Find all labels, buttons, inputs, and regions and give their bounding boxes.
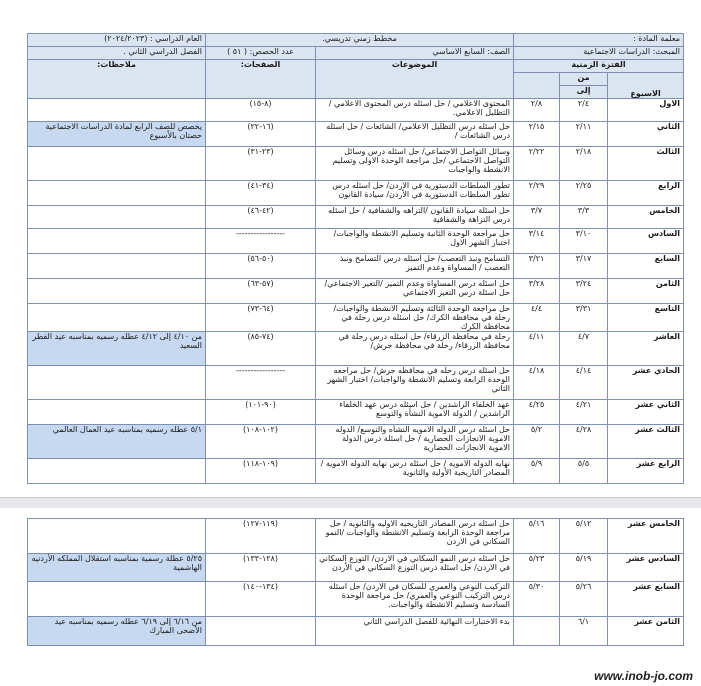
topic-cell: التسامح ونبذ التعصب/ حل اسئله درس التسامح ونبذ التعصب / المساواة وعدم التميز: [316, 254, 514, 279]
pages-cell: [206, 617, 316, 646]
pages-cell: (٥٧-٦٣): [206, 279, 316, 304]
table-row: [28, 122, 684, 147]
notes-header: ملاحظات:: [28, 60, 206, 99]
note-cell: [28, 279, 206, 304]
to-date-cell: ٢/١٥: [514, 122, 560, 147]
to-date-cell: ٤/٤: [514, 304, 560, 332]
topic-cell: بدء الاختبارات النهائية للفصل الدراسي الثاني: [316, 617, 514, 646]
grade-label: الصف: السابع الاساسي: [316, 47, 514, 60]
week-cell: الثاني عشر: [608, 400, 684, 425]
to-date-cell: ٣/٢٨: [514, 279, 560, 304]
plan-table-page-2: [27, 518, 684, 646]
week-cell: السابع عشر: [608, 582, 684, 617]
week-cell: الرابع عشر: [608, 459, 684, 484]
topic-cell: حل مراجعة الوحدة الثانية وتسليم الانشطة والواجبات/ اختبار الشهر الاول: [316, 229, 514, 254]
table-row: [28, 229, 684, 254]
topic-cell: حل اسئله درس المساواة وعدم التميز /التغير الاجتماعي/ حل اسئلة درس التغير الاجتماعي: [316, 279, 514, 304]
to-date-cell: ٤/١٨: [514, 366, 560, 400]
to-date-cell: [514, 617, 560, 646]
from-date-cell: ٢/١٨: [560, 147, 608, 181]
week-cell: العاشر: [608, 332, 684, 366]
topic-cell: حل اسئله درس رحله في محافظه جرش/ حل مراجعه الوحدة الرابعة وتسليم الانشطة والواجبات/ اختبار الشهر الثاني: [316, 366, 514, 400]
to-date-cell: ٥/٢: [514, 425, 560, 459]
plan-title: مخطط زمني تدريسي.: [206, 34, 514, 47]
note-cell: [28, 582, 206, 617]
week-cell: الثامن عشر: [608, 617, 684, 646]
note-cell: [28, 147, 206, 181]
pages-cell: (١٠٩-١١٨): [206, 459, 316, 484]
table-row: [28, 279, 684, 304]
subject-label: المبحث: الدراسات الاجتماعية: [514, 47, 684, 60]
topics-header: الموضوعات: [316, 60, 514, 99]
topic-cell: نهايه الدوله الامويه / حل اسئله درس نهايه الدوله الامويه / المصادر التاريخية الأولية والثانوية: [316, 459, 514, 484]
note-cell: من ٦/١٦ إلى ٦/١٩ عطله رسميه بمناسبه عيد الأضحى المبارك: [28, 617, 206, 646]
note-cell: ٥/١ عطله رسميه بمناسبه عيد العمال العالمي: [28, 425, 206, 459]
table-row: [28, 519, 684, 554]
pages-header: الصفحات:: [206, 60, 316, 99]
topic-cell: رحلة في محافظة الزرقاء/ حل اسئله درس رحلة في محافظة الزرقاء/ رحلة في محافظة جرش/: [316, 332, 514, 366]
from-header: من: [560, 73, 608, 86]
week-cell: السابع: [608, 254, 684, 279]
week-cell: الخامس عشر: [608, 519, 684, 554]
to-date-cell: ٢/٢٩: [514, 181, 560, 206]
to-date-cell: ٥/٩: [514, 459, 560, 484]
from-date-cell: ٤/١٤: [560, 366, 608, 400]
note-cell: [28, 181, 206, 206]
table-row: [28, 304, 684, 332]
table-row: [28, 332, 684, 366]
pages-cell: (٩٠-١٠١): [206, 400, 316, 425]
week-cell: الثاني: [608, 122, 684, 147]
table-row: [28, 582, 684, 617]
plan-rows-page-1: [28, 99, 684, 484]
sessions-count: [206, 47, 316, 60]
week-cell: الثالث: [608, 147, 684, 181]
from-date-cell: ٥/١٩: [560, 554, 608, 582]
sessions-value: ( ٥١ ): [227, 47, 248, 56]
from-date-cell: ٢/١١: [560, 122, 608, 147]
pages-cell: (٥٠-٥٦): [206, 254, 316, 279]
to-date-cell: ٥/١٦: [514, 519, 560, 554]
from-date-cell: ٣/١٧: [560, 254, 608, 279]
note-cell: يخصص للصف الرابع لمادة الدراسات الاجتماعية حصتان بالأسبوع: [28, 122, 206, 147]
week-cell: السادس عشر: [608, 554, 684, 582]
topic-cell: حل اسئله درس الدوله الامويه النشأه والتوسع/ الدوله الاموية الانجازات الحضارية / حل اسئلة درس الدولة الاموية الانجازات الحضارية: [316, 425, 514, 459]
plan-rows-page-2: [28, 519, 684, 646]
pages-cell: (٧٤-٨٥): [206, 332, 316, 366]
from-date-cell: ٣/٢٤: [560, 279, 608, 304]
note-cell: [28, 459, 206, 484]
table-row: [28, 617, 684, 646]
from-date-cell: ٣/١٠: [560, 229, 608, 254]
topic-cell: حل مراجعة الوحدة الثالثة وتسليم الانشطة والواجبات/ رحلة في محافظة الكرك/ حل اسئله درس رحلة في محافظة الكرك: [316, 304, 514, 332]
teacher-label: معلمة المادة :: [514, 34, 684, 47]
pages-cell: (٣٤-٤١): [206, 181, 316, 206]
pages-cell: (٦٤-٧٣): [206, 304, 316, 332]
table-row: [28, 459, 684, 484]
note-cell: [28, 254, 206, 279]
table-row: [28, 254, 684, 279]
from-date-cell: ٣/٣: [560, 206, 608, 229]
note-cell: [28, 229, 206, 254]
from-date-cell: ٦/١: [560, 617, 608, 646]
topic-cell: حل اسئله درس التظليل الاعلامي/ الشائعات / حل اسئله درس الشائعات /: [316, 122, 514, 147]
week-cell: الثالث عشر: [608, 425, 684, 459]
from-date-cell: ٢/٢٥: [560, 181, 608, 206]
note-cell: [28, 99, 206, 122]
table-row: [28, 400, 684, 425]
header-row-1: [28, 34, 684, 47]
table-row: [28, 99, 684, 122]
to-date-cell: ٢/٢٢: [514, 147, 560, 181]
week-cell: الحادي عشر: [608, 366, 684, 400]
period-header: الفترة الزمنية: [514, 60, 684, 73]
topic-cell: حل اسئله درس المصادر التاريخيه الاوليه والثانويه / حل مراجعة الوحدة الرابعة وتسليم الانشطة والواجبات /النمو السكاني في الاردن: [316, 519, 514, 554]
topic-cell: وسائل التواصل الاجتماعي/ حل اسئله درس وسائل التواصل الاجتماعي /حل مراجعة الوحدة الاولى وتسليم الانشطة والواجبات: [316, 147, 514, 181]
note-cell: [28, 519, 206, 554]
to-date-cell: ٥/٣٠: [514, 582, 560, 617]
week-header: الاسبوع: [608, 73, 684, 99]
pages-cell: (١٦-٢٢): [206, 122, 316, 147]
week-cell: الثامن: [608, 279, 684, 304]
from-date-cell: ٥/١٢: [560, 519, 608, 554]
topic-cell: عهد الخلفاء الراشدين / حل اسئله درس عهد الخلفاء الراشدين / الدولة الاموية النشأة والتوسع: [316, 400, 514, 425]
pages-cell: -----------------: [206, 366, 316, 400]
pages-cell: (٨-١٥): [206, 99, 316, 122]
from-date-cell: ٢/٤: [560, 99, 608, 122]
note-cell: [28, 400, 206, 425]
week-cell: التاسع: [608, 304, 684, 332]
topic-cell: حل اسئلة سيادة القانون /التزاهه والشفافية / حل اسئله درس التزاهة والشفافية: [316, 206, 514, 229]
note-cell: ٥/٢٥ عطلة رسمية بمناسبه استقلال المملكه الأردنيه الهاشمية: [28, 554, 206, 582]
to-date-cell: ٣/٢١: [514, 254, 560, 279]
plan-table-page-1: [27, 33, 684, 484]
pages-cell: (٤٢-٤٦): [206, 206, 316, 229]
topic-cell: حل اسئله درس النمو السكاني في الاردن/ التوزع السكاني في الاردن/ حل اسئلة درس التوزع السكاني في الأردن: [316, 554, 514, 582]
to-date-cell: ٥/٢٣: [514, 554, 560, 582]
from-date-cell: ٣/٣١: [560, 304, 608, 332]
week-cell: الخامس: [608, 206, 684, 229]
note-cell: [28, 304, 206, 332]
to-date-cell: ٢/٨: [514, 99, 560, 122]
footer-url: www.inob-jo.com: [594, 669, 693, 683]
pages-cell: (١١٩-١٢٧): [206, 519, 316, 554]
week-cell: الرابع: [608, 181, 684, 206]
week-cell: الاول: [608, 99, 684, 122]
table-row: [28, 147, 684, 181]
topic-cell: التركيب النوعي والعمري للسكان في الاردن/ حل اسئله درس التركيب النوعي والعمري/ حل مراجعة الوحدة السادسة وتسليم الانشطة والواجبات.: [316, 582, 514, 617]
table-row: [28, 425, 684, 459]
to-date-cell: ٤/١١: [514, 332, 560, 366]
header-row-2: [28, 47, 684, 60]
semester-label: الفصل الدراسي الثاني .: [28, 47, 206, 60]
week-cell: السادس: [608, 229, 684, 254]
note-cell: [28, 206, 206, 229]
pages-cell: (٢٣-٣١): [206, 147, 316, 181]
from-date-cell: ٤/٢١: [560, 400, 608, 425]
from-date-cell: ٤/٧: [560, 332, 608, 366]
to-date-cell: ٣/٧: [514, 206, 560, 229]
column-header-row-1: [28, 60, 684, 73]
to-header-cell: [514, 73, 560, 99]
note-cell: من ٤/١٠ إلى ٤/١٢ عطله رسميه بمناسبه عيد الفطر السعيد: [28, 332, 206, 366]
table-row: [28, 181, 684, 206]
pages-cell: -----------------: [206, 229, 316, 254]
from-date-cell: ٥/٢٦: [560, 582, 608, 617]
to-date-cell: ٤/٢٥: [514, 400, 560, 425]
document-page-2: [0, 508, 701, 686]
pages-cell: (١٣٤-١٤٠): [206, 582, 316, 617]
pages-cell: (١٢٨-١٣٣): [206, 554, 316, 582]
topic-cell: المحتوى الاعلامي / حل اسئله درس المحتوى الاعلامي / التظليل الاعلامي.: [316, 99, 514, 122]
table-row: [28, 554, 684, 582]
school-year: العام الدراسي : (٢٠٢٤/٢٠٢٣): [28, 34, 206, 47]
to-header: إلى: [560, 86, 608, 99]
sessions-label: عدد الحصص:: [249, 47, 294, 56]
to-date-cell: ٣/١٤: [514, 229, 560, 254]
from-date-cell: ٤/٢٨: [560, 425, 608, 459]
table-row: [28, 206, 684, 229]
from-date-cell: ٥/٥: [560, 459, 608, 484]
table-row: [28, 366, 684, 400]
pages-cell: (١٠٢-١٠٨): [206, 425, 316, 459]
note-cell: [28, 366, 206, 400]
topic-cell: تطور السلطات الدستورية في الاردن/ حل اسئله درس تطور السلطات الدستورية في الأردن/ سيادة القانون: [316, 181, 514, 206]
